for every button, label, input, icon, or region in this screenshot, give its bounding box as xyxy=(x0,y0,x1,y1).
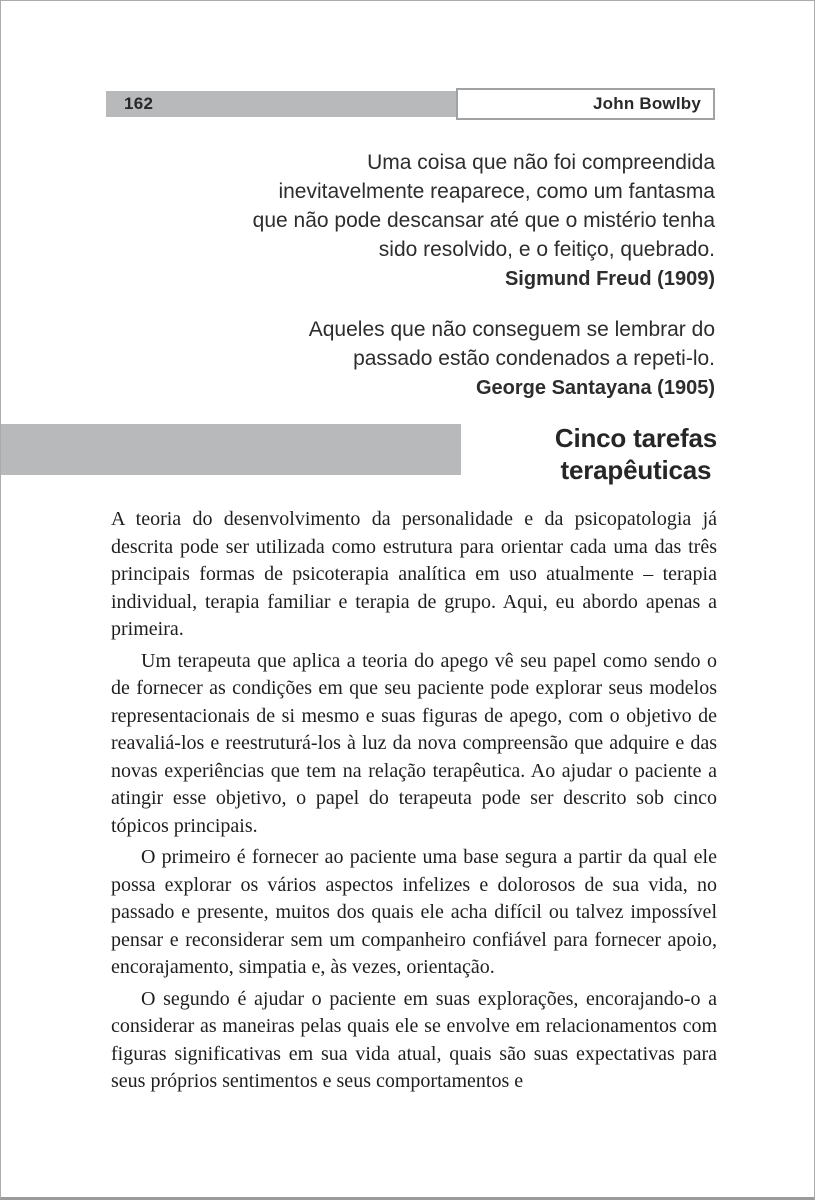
epigraph-santayana xyxy=(243,315,715,403)
body-text xyxy=(111,506,717,1096)
epigraph-freud-attribution: Sigmund Freud (1909) xyxy=(504,268,715,290)
epigraph-freud xyxy=(243,148,715,294)
running-head-author: John Bowlby xyxy=(593,94,701,113)
body-paragraph: Um terapeuta que aplica a teoria do apego vê seu papel como sendo o de fornecer as condições em que seu paciente pode explorar seus modelos representacionais de si mesmo e suas figuras de apego, com o objetivo de reavaliá-los e reestruturá-los à luz da nova compreensão que adquire e das novas experiências que tem na relação terapêutica. Ao ajudar o paciente a atingir esse objetivo, o papel do terapeuta pode ser descrito sob cinco tópicos principais. xyxy=(111,649,717,837)
epigraph-freud-text: Uma coisa que não foi compreendida inevitavelmente reaparece, como um fantasma que não pode descansar até que o mistério tenha sido resolvido, e o feitiço, quebrado. xyxy=(252,151,715,261)
chapter-title xyxy=(555,422,717,486)
running-head-box xyxy=(456,88,715,120)
epigraph-santayana-attribution: George Santayana (1905) xyxy=(476,377,715,399)
page-number-bar xyxy=(106,91,456,117)
body-paragraph: O segundo é ajudar o paciente em suas explorações, encorajando-o a considerar as maneiras pelas quais ele se envolve em relacionamentos com figuras significativas em sua vida atual, quais são suas expectativas para seus próprios sentimentos e seus comportamentos e xyxy=(111,987,717,1092)
body-paragraph: A teoria do desenvolvimento da personalidade e da psicopatologia já descrita pode ser utilizada como estrutura para orientar cada uma das três principais formas de psicoterapia analítica em uso atualmente – terapia individual, terapia familiar e terapia de grupo. Aqui, eu abordo apenas a primeira. xyxy=(111,508,717,640)
chapter-title-line-2: terapêuticas xyxy=(560,455,712,485)
epigraph-santayana-text: Aqueles que não conseguem se lembrar do passado estão condenados a repeti-lo. xyxy=(308,318,715,370)
page-number: 162 xyxy=(124,94,154,113)
chapter-title-line-1: Cinco tarefas xyxy=(554,423,717,453)
epigraph-section xyxy=(243,148,715,424)
chapter-title-bar xyxy=(1,424,461,475)
body-paragraph: O primeiro é fornecer ao paciente uma base segura a partir da qual ele possa explorar os vários aspectos infelizes e dolorosos de sua vida, no passado e presente, muitos dos quais ele acha difícil ou talvez impossível pensar e reconsiderar sem um companheiro confiável para fornecer apoio, encorajamento, simpatia e, às vezes, orientação. xyxy=(111,846,717,978)
